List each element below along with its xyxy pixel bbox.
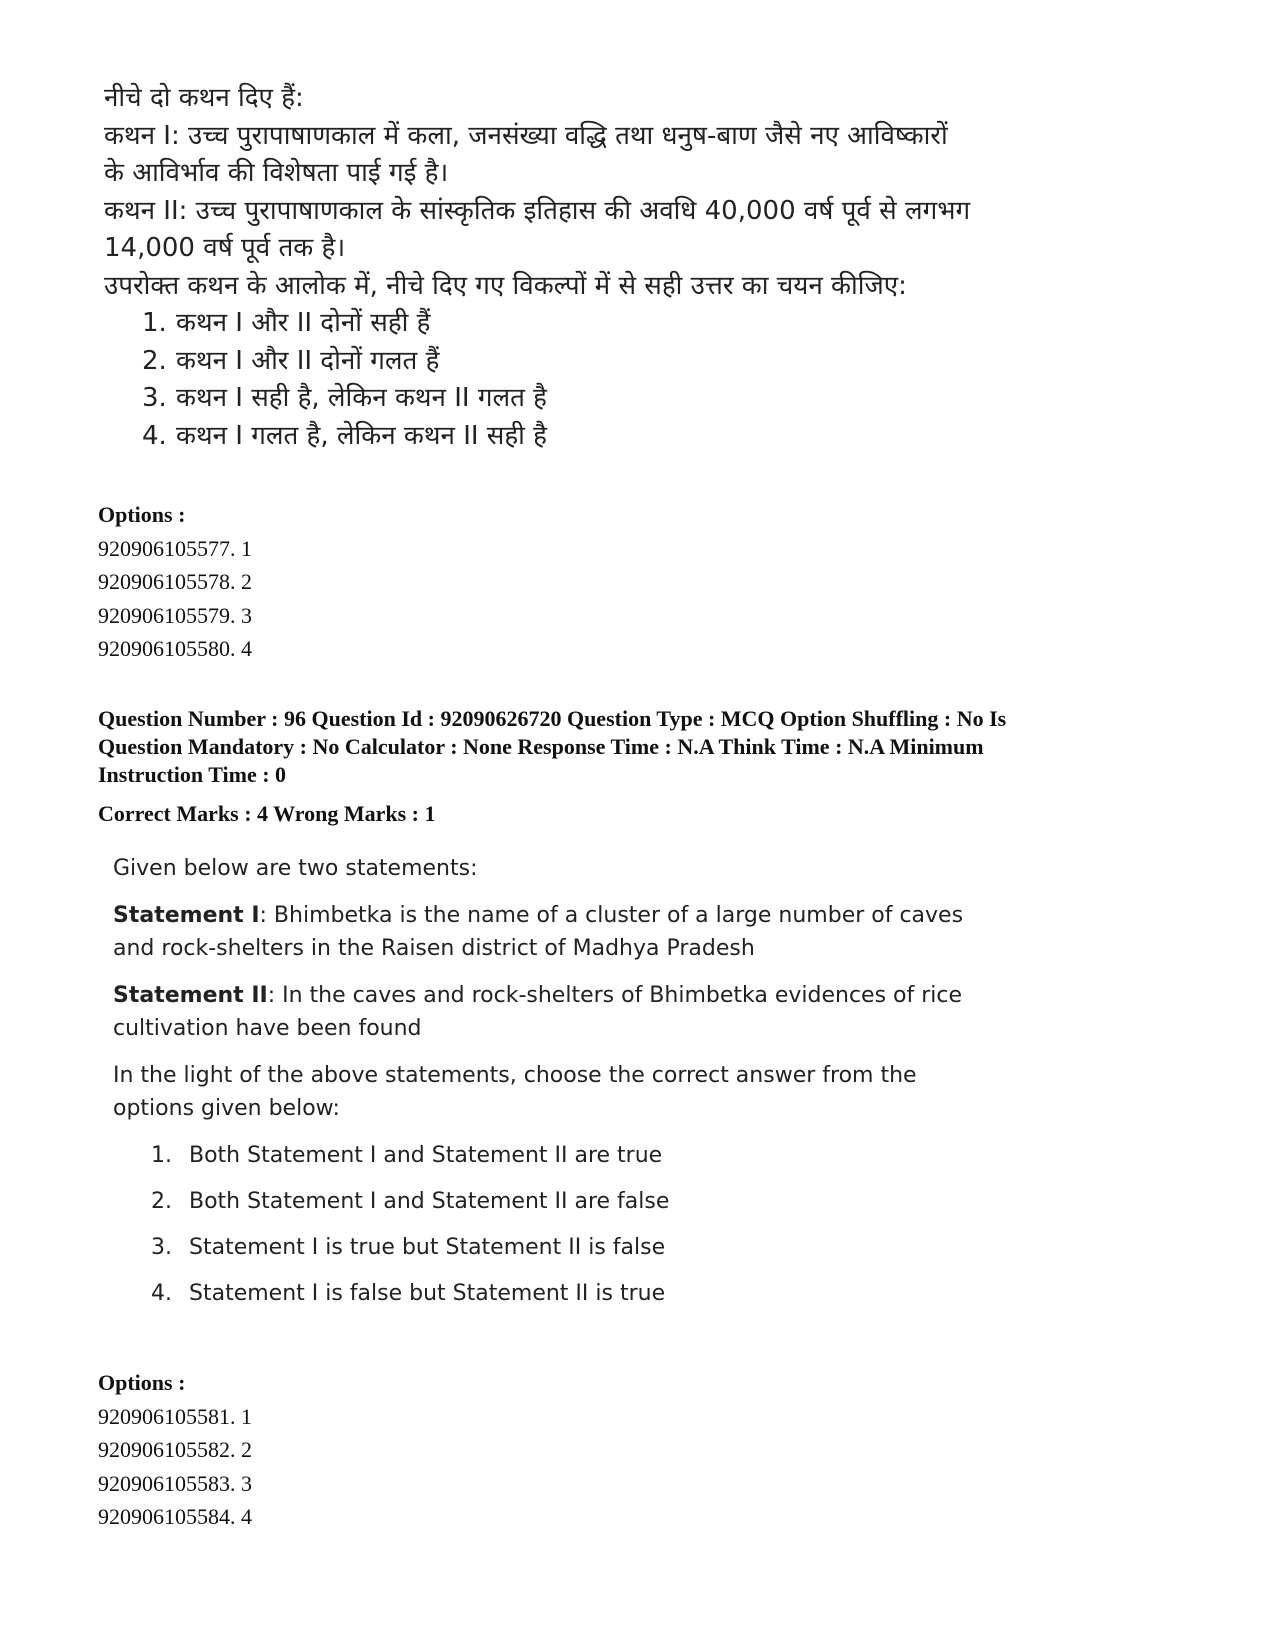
q95-hindi-statement1-line1: कथन I: उच्च पुरापाषाणकाल में कला, जनसंख्या वद्धि तथा धनुष-बाण जैसे नए आविष्कारों [104,120,948,151]
q96-choice-number: 3. [151,1235,172,1260]
q96-choice-3 [113,1231,1013,1264]
q96-choice-number: 4. [151,1281,172,1306]
q95-option-2: 920906105578. 2 [98,569,252,594]
q96-meta-line-1: Question Number : 96 Question Id : 92090626720 Question Type : MCQ Option Shuffling : No Is [98,706,1007,731]
q95-choice-4 [104,418,1004,456]
q96-intro: Given below are two statements: [113,856,478,881]
q95-hindi-statement2-line2: 14,000 वर्ष पूर्व तक है। [104,233,346,263]
q96-meta-line-2: Question Mandatory : No Calculator : None Response Time : N.A Think Time : N.A Minimum [98,734,984,759]
q96-option-1: 920906105581. 1 [98,1403,252,1429]
q96-options-heading: Options : [98,1370,186,1395]
q95-options-heading: Options : [98,502,186,527]
q96-choice-text: Both Statement I and Statement II are false [189,1189,670,1214]
q95-question-hindi [104,80,1004,455]
q96-statement1-line1 [113,899,1013,932]
q96-choice-2 [113,1185,1013,1218]
q95-option-1: 920906105577. 1 [98,535,252,561]
q95-hindi-intro: नीचे दो कथन दिए हैं: [104,83,304,113]
q95-options-list [98,498,252,666]
q96-statement2-text: : In the caves and rock-shelters of Bhimbetka evidences of rice [267,983,963,1008]
q96-option-2: 920906105582. 2 [98,1437,252,1462]
q96-choice-number: 2. [151,1189,172,1214]
q96-meta [98,705,1198,789]
q95-option-3: 920906105579. 3 [98,602,252,628]
q95-choice-2 [104,343,1004,381]
q95-choice-1 [104,305,1004,343]
q96-choice-text: Statement I is true but Statement II is false [189,1235,666,1260]
q95-choice-number: 4. [142,420,167,451]
q96-choice-text: Statement I is false but Statement II is true [189,1281,666,1306]
q96-choice-number: 1. [151,1143,172,1168]
q96-statement1-label: Statement I [113,903,260,928]
q96-option-3: 920906105583. 3 [98,1470,252,1496]
q96-statement1-line2: and rock-shelters in the Raisen district of Madhya Pradesh [113,936,755,961]
q95-option-4: 920906105580. 4 [98,636,252,661]
q96-statement2-line1 [113,979,1013,1012]
q96-statement2-label: Statement II [113,983,268,1008]
q95-choice-3 [104,380,1004,418]
q96-choice-1 [113,1139,1013,1172]
q95-hindi-statement2-line1: कथन II: उच्च पुरापाषाणकाल के सांस्कृतिक इतिहास की अवधि 40,000 वर्ष पूर्व से लगभग [104,195,971,226]
q96-choice-4 [113,1277,1013,1310]
q95-choice-number: 1. [142,308,167,338]
q95-hindi-statement1-line2: के आविर्भाव की विशेषता पाई गई है। [104,158,449,188]
q96-question-english [113,852,1013,1323]
q95-choice-number: 2. [142,345,167,376]
q96-meta-line-3: Instruction Time : 0 [98,762,287,787]
q95-choice-text: कथन I और II दोनों गलत हैं [176,345,440,376]
q96-statement1-text: : Bhimbetka is the name of a cluster of a large number of caves [259,903,964,928]
q96-marks: Correct Marks : 4 Wrong Marks : 1 [98,801,436,826]
q96-choice-text: Both Statement I and Statement II are true [189,1143,663,1168]
q96-instruction-line2: options given below: [113,1096,340,1121]
q96-instruction-line1: In the light of the above statements, choose the correct answer from the [113,1063,917,1088]
q96-statement2-line2: cultivation have been found [113,1016,422,1041]
q95-choice-text: कथन I गलत है, लेकिन कथन II सही है [176,420,547,451]
q95-hindi-instruction: उपरोक्त कथन के आलोक में, नीचे दिए गए विकल्पों में से सही उत्तर का चयन कीजिए: [104,270,907,301]
q95-choice-number: 3. [142,383,167,413]
q96-options-list [98,1366,252,1534]
q96-option-4: 920906105584. 4 [98,1504,252,1529]
q95-choice-text: कथन I और II दोनों सही हैं [176,308,431,338]
q95-choice-text: कथन I सही है, लेकिन कथन II गलत है [176,383,547,413]
